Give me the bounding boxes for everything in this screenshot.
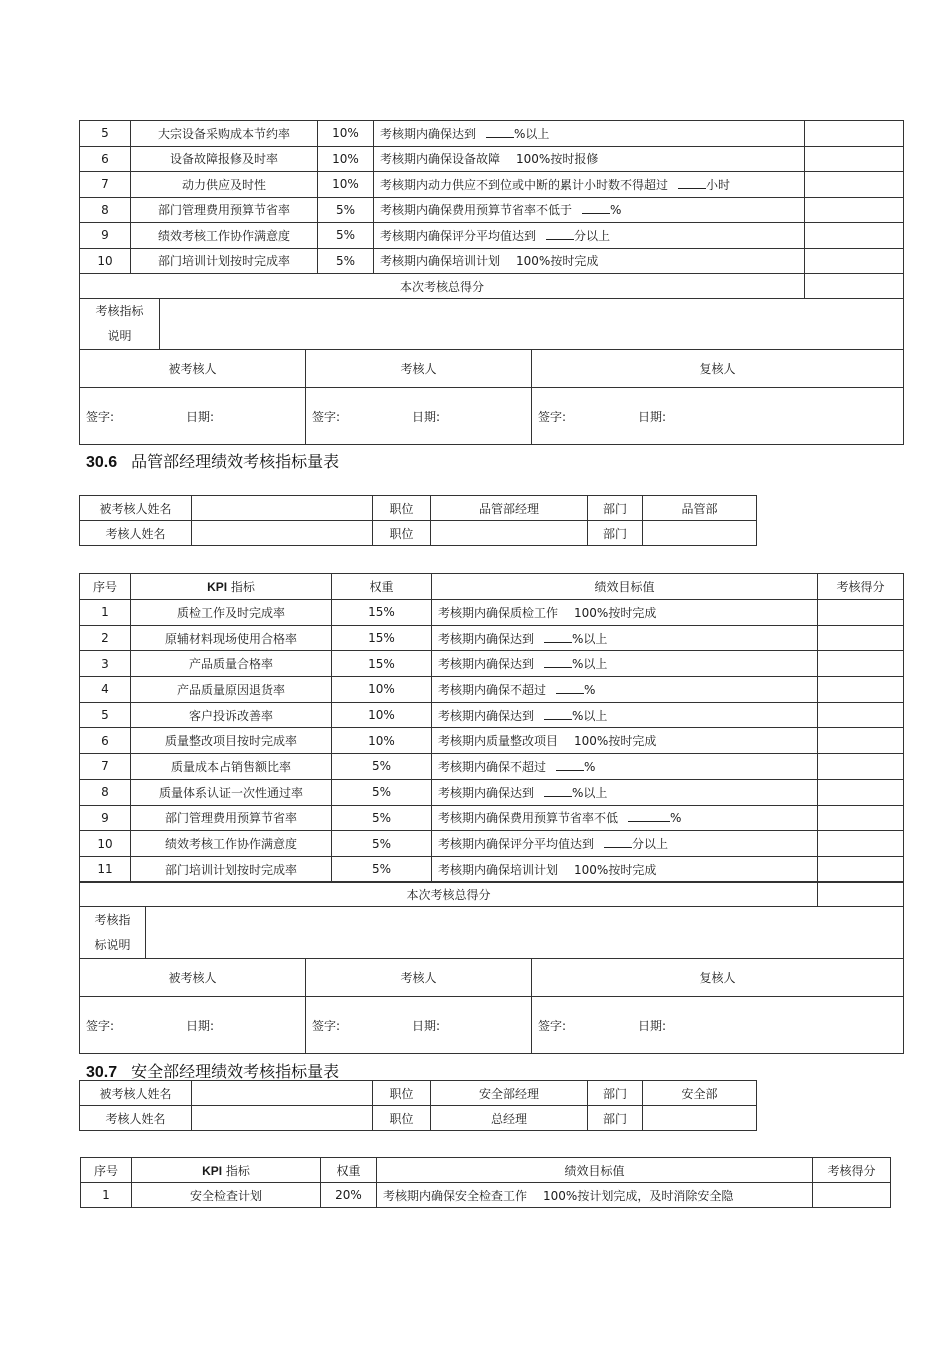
kpi-weight: 10% <box>318 121 374 147</box>
score-cell[interactable] <box>818 779 904 805</box>
kpi-weight: 15% <box>332 625 432 651</box>
kpi-weight: 5% <box>318 197 374 223</box>
target-value <box>374 197 805 223</box>
kpi-weight: 5% <box>332 805 432 831</box>
table-row <box>80 728 904 754</box>
reviewer-header: 复核人 <box>532 959 904 997</box>
top-note-table <box>79 298 904 350</box>
score-cell[interactable] <box>818 651 904 677</box>
score-cell[interactable] <box>805 248 904 274</box>
kpi-weight: 5% <box>318 223 374 249</box>
table-row <box>80 754 904 780</box>
row-number: 6 <box>80 146 131 172</box>
row-number: 11 <box>80 856 131 882</box>
kpi-name: 部门管理费用预算节省率 <box>131 805 332 831</box>
score-cell[interactable] <box>818 728 904 754</box>
kpi-weight: 5% <box>332 779 432 805</box>
section-306-heading: 30.6 品管部经理绩效考核指标量表 <box>86 452 340 471</box>
target-value <box>432 677 818 703</box>
header-score: 考核得分 <box>818 574 904 600</box>
row-number: 2 <box>80 625 131 651</box>
target-value <box>432 754 818 780</box>
score-cell[interactable] <box>805 146 904 172</box>
target-text: 考核期内确保设备故障 <box>380 152 501 167</box>
table-row <box>80 625 904 651</box>
score-cell[interactable] <box>818 856 904 882</box>
header-weight: 权重 <box>332 574 432 600</box>
table-row <box>80 677 904 703</box>
kpi-name: 部门培训计划按时完成率 <box>131 248 318 274</box>
row-number: 9 <box>80 223 131 249</box>
row-number: 1 <box>80 600 131 626</box>
section-307-info-table <box>79 1080 757 1131</box>
appraisee-position-value: 安全部经理 <box>431 1081 588 1106</box>
appraisee-position-value: 品管部经理 <box>431 496 588 521</box>
target-text: 考核期内确保达到 <box>438 785 535 800</box>
appraiser-department-value[interactable] <box>643 1106 757 1131</box>
target-suffix: % <box>584 682 596 697</box>
target-value <box>432 831 818 857</box>
kpi-name: 部门培训计划按时完成率 <box>131 856 332 882</box>
fill-in-blank[interactable] <box>486 126 514 138</box>
appraiser-position-value: 总经理 <box>431 1106 588 1131</box>
kpi-name: 质检工作及时完成率 <box>131 600 332 626</box>
row-number: 5 <box>80 702 131 728</box>
target-value <box>374 248 805 274</box>
total-score-cell[interactable] <box>805 274 904 299</box>
fill-in-blank[interactable] <box>628 810 670 822</box>
header-weight: 权重 <box>321 1158 377 1183</box>
row-number: 8 <box>80 779 131 805</box>
target-value <box>432 702 818 728</box>
kpi-note-cell[interactable] <box>160 299 904 350</box>
fill-in-blank[interactable] <box>544 631 572 643</box>
table-row <box>81 1183 891 1208</box>
score-cell[interactable] <box>818 754 904 780</box>
row-number: 4 <box>80 677 131 703</box>
appraisee-header: 被考核人 <box>80 350 306 388</box>
kpi-weight: 10% <box>318 146 374 172</box>
kpi-note-label: 考核指标 说明 <box>80 299 160 350</box>
score-cell[interactable] <box>813 1183 891 1208</box>
section-306-info-table <box>79 495 757 546</box>
table-row <box>80 702 904 728</box>
fill-in-blank[interactable] <box>556 682 584 694</box>
table-row <box>80 831 904 857</box>
row-number: 7 <box>80 172 131 198</box>
appraisee-name-label: 被考核人姓名 <box>80 496 192 521</box>
target-suffix: %以上 <box>572 657 608 672</box>
score-cell[interactable] <box>805 197 904 223</box>
table-row <box>80 146 904 172</box>
header-score: 考核得分 <box>813 1158 891 1183</box>
department-label: 部门 <box>588 1081 643 1106</box>
kpi-weight: 10% <box>332 702 432 728</box>
table-row <box>80 223 904 249</box>
kpi-weight: 5% <box>318 248 374 274</box>
score-cell[interactable] <box>805 172 904 198</box>
reviewer-header: 复核人 <box>532 350 904 388</box>
department-label: 部门 <box>588 496 643 521</box>
fill-in-blank[interactable] <box>544 656 572 668</box>
target-text: 考核期内动力供应不到位或中断的累计小时数不得超过 <box>380 177 669 192</box>
row-number: 10 <box>80 248 131 274</box>
target-text: 考核期内确保达到 <box>380 126 477 141</box>
kpi-name: 设备故障报修及时率 <box>131 146 318 172</box>
target-suffix: 100%按时完成 <box>574 605 657 620</box>
target-text: 考核期内确保评分平均值达到 <box>438 837 595 852</box>
top-signature-table <box>79 349 904 445</box>
target-value <box>432 728 818 754</box>
target-suffix: %以上 <box>572 708 608 723</box>
section-307-kpi-table <box>80 1157 891 1208</box>
score-cell[interactable] <box>818 805 904 831</box>
kpi-name: 质量整改项目按时完成率 <box>131 728 332 754</box>
kpi-name: 大宗设备采购成本节约率 <box>131 121 318 147</box>
appraiser-header: 考核人 <box>306 350 532 388</box>
section-306-signature-table <box>79 958 904 1054</box>
target-text: 考核期内确保安全检查工作 <box>383 1188 528 1203</box>
kpi-weight: 20% <box>321 1183 377 1208</box>
target-text: 考核期内确保评分平均值达到 <box>380 228 537 243</box>
total-score-label: 本次考核总得分 <box>80 274 805 299</box>
kpi-name: 安全检查计划 <box>132 1183 321 1208</box>
target-suffix: 100%按时完成 <box>516 254 599 269</box>
fill-in-blank[interactable] <box>544 785 572 797</box>
kpi-weight: 15% <box>332 600 432 626</box>
kpi-weight: 10% <box>332 728 432 754</box>
position-label: 职位 <box>373 1106 431 1131</box>
appraiser-department-value[interactable] <box>643 521 757 546</box>
header-kpi: KPI 指标 <box>132 1158 321 1183</box>
target-value <box>374 146 805 172</box>
appraisee-department-value: 安全部 <box>643 1081 757 1106</box>
row-number: 7 <box>80 754 131 780</box>
target-suffix: %以上 <box>514 126 550 141</box>
kpi-name: 部门管理费用预算节省率 <box>131 197 318 223</box>
score-cell[interactable] <box>805 223 904 249</box>
section-307-heading: 30.7 安全部经理绩效考核指标量表 <box>86 1062 340 1081</box>
row-number: 5 <box>80 121 131 147</box>
target-suffix: 分以上 <box>632 837 669 852</box>
table-row <box>80 856 904 882</box>
target-suffix: %以上 <box>572 785 608 800</box>
target-text: 考核期内确保培训计划 <box>380 254 501 269</box>
row-number: 10 <box>80 831 131 857</box>
appraisee-name-value[interactable] <box>192 496 373 521</box>
score-cell[interactable] <box>818 702 904 728</box>
kpi-name: 绩效考核工作协作满意度 <box>131 831 332 857</box>
appraiser-name-label: 考核人姓名 <box>80 1106 192 1131</box>
kpi-name: 产品质量合格率 <box>131 651 332 677</box>
fill-in-blank[interactable] <box>556 759 584 771</box>
target-value <box>374 172 805 198</box>
table-row <box>80 248 904 274</box>
total-score-cell[interactable] <box>818 882 904 907</box>
target-suffix: %以上 <box>572 631 608 646</box>
row-number: 1 <box>81 1183 132 1208</box>
kpi-weight: 10% <box>332 677 432 703</box>
kpi-name: 动力供应及时性 <box>131 172 318 198</box>
target-text: 考核期内确保不超过 <box>438 682 547 697</box>
kpi-note-cell[interactable] <box>146 907 904 959</box>
row-number: 9 <box>80 805 131 831</box>
appraiser-name-value[interactable] <box>192 1106 373 1131</box>
table-row <box>80 651 904 677</box>
table-row <box>80 805 904 831</box>
row-number: 6 <box>80 728 131 754</box>
target-suffix: 100%按时报修 <box>516 152 599 167</box>
kpi-weight: 5% <box>332 831 432 857</box>
appraiser-name-value[interactable] <box>192 521 373 546</box>
target-text: 考核期内确保质检工作 <box>438 605 559 620</box>
target-suffix: 100%按时完成 <box>574 734 657 749</box>
target-text: 考核期内确保培训计划 <box>438 862 559 877</box>
appraiser-header: 考核人 <box>306 959 532 997</box>
score-cell[interactable] <box>818 625 904 651</box>
target-text: 考核期内确保费用预算节省率不低于 <box>380 203 573 218</box>
fill-in-blank[interactable] <box>604 836 632 848</box>
header-target: 绩效目标值 <box>432 574 818 600</box>
target-text: 考核期内确保达到 <box>438 708 535 723</box>
appraisee-sign-cell[interactable]: 签字: 日期: <box>80 388 306 445</box>
header-no: 序号 <box>80 574 131 600</box>
target-suffix: 小时 <box>706 177 731 192</box>
target-text: 考核期内确保费用预算节省率不低 <box>438 811 619 826</box>
target-value <box>432 651 818 677</box>
top-kpi-table <box>79 120 904 274</box>
target-value <box>374 121 805 147</box>
top-total-table <box>79 273 904 299</box>
fill-in-blank[interactable] <box>546 228 574 240</box>
appraisee-name-value[interactable] <box>192 1081 373 1106</box>
reviewer-sign-cell[interactable]: 签字: 日期: <box>532 997 904 1054</box>
appraisee-name-label: 被考核人姓名 <box>80 1081 192 1106</box>
target-value <box>432 779 818 805</box>
kpi-weight: 5% <box>332 754 432 780</box>
table-row <box>80 197 904 223</box>
header-no: 序号 <box>81 1158 132 1183</box>
table-row <box>80 779 904 805</box>
target-text: 考核期内确保达到 <box>438 657 535 672</box>
target-value <box>432 805 818 831</box>
appraiser-name-label: 考核人姓名 <box>80 521 192 546</box>
target-value <box>432 600 818 626</box>
position-label: 职位 <box>373 1081 431 1106</box>
appraiser-sign-cell[interactable]: 签字: 日期: <box>306 997 532 1054</box>
appraiser-position-value[interactable] <box>431 521 588 546</box>
target-suffix: % <box>670 811 682 826</box>
target-text: 考核期内确保达到 <box>438 631 535 646</box>
kpi-weight: 5% <box>332 856 432 882</box>
fill-in-blank[interactable] <box>582 202 610 214</box>
target-value <box>377 1183 813 1208</box>
kpi-name: 质量成本占销售额比率 <box>131 754 332 780</box>
target-value <box>374 223 805 249</box>
table-row <box>80 600 904 626</box>
kpi-weight: 15% <box>332 651 432 677</box>
row-number: 8 <box>80 197 131 223</box>
position-label: 职位 <box>373 521 431 546</box>
kpi-name: 客户投诉改善率 <box>131 702 332 728</box>
department-label: 部门 <box>588 1106 643 1131</box>
target-value <box>432 625 818 651</box>
score-cell[interactable] <box>805 121 904 147</box>
target-suffix: % <box>584 759 596 774</box>
appraisee-header: 被考核人 <box>80 959 306 997</box>
kpi-name: 质量体系认证一次性通过率 <box>131 779 332 805</box>
target-value <box>432 856 818 882</box>
target-text: 考核期内确保不超过 <box>438 759 547 774</box>
header-target: 绩效目标值 <box>377 1158 813 1183</box>
target-suffix: 100%按计划完成，及时消除安全隐 <box>543 1188 734 1203</box>
score-cell[interactable] <box>818 677 904 703</box>
target-suffix: % <box>610 203 622 218</box>
kpi-name: 原辅材料现场使用合格率 <box>131 625 332 651</box>
kpi-note-label: 考核指 标说明 <box>80 907 146 959</box>
fill-in-blank[interactable] <box>544 708 572 720</box>
target-text: 考核期内质量整改项目 <box>438 734 559 749</box>
reviewer-sign-cell[interactable]: 签字: 日期: <box>532 388 904 445</box>
fill-in-blank[interactable] <box>678 177 706 189</box>
appraisee-sign-cell[interactable]: 签字: 日期: <box>80 997 306 1054</box>
position-label: 职位 <box>373 496 431 521</box>
kpi-weight: 10% <box>318 172 374 198</box>
score-cell[interactable] <box>818 831 904 857</box>
total-score-label: 本次考核总得分 <box>80 882 818 907</box>
section-306-total-table <box>79 881 904 907</box>
appraisee-department-value: 品管部 <box>643 496 757 521</box>
table-row <box>80 172 904 198</box>
section-306-kpi-table <box>79 573 904 883</box>
target-suffix: 100%按时完成 <box>574 862 657 877</box>
table-row <box>80 121 904 147</box>
appraiser-sign-cell[interactable]: 签字: 日期: <box>306 388 532 445</box>
kpi-name: 绩效考核工作协作满意度 <box>131 223 318 249</box>
target-suffix: 分以上 <box>574 228 611 243</box>
score-cell[interactable] <box>818 600 904 626</box>
department-label: 部门 <box>588 521 643 546</box>
header-kpi: KPI 指标 <box>131 574 332 600</box>
section-306-note-table <box>79 906 904 959</box>
kpi-name: 产品质量原因退货率 <box>131 677 332 703</box>
row-number: 3 <box>80 651 131 677</box>
